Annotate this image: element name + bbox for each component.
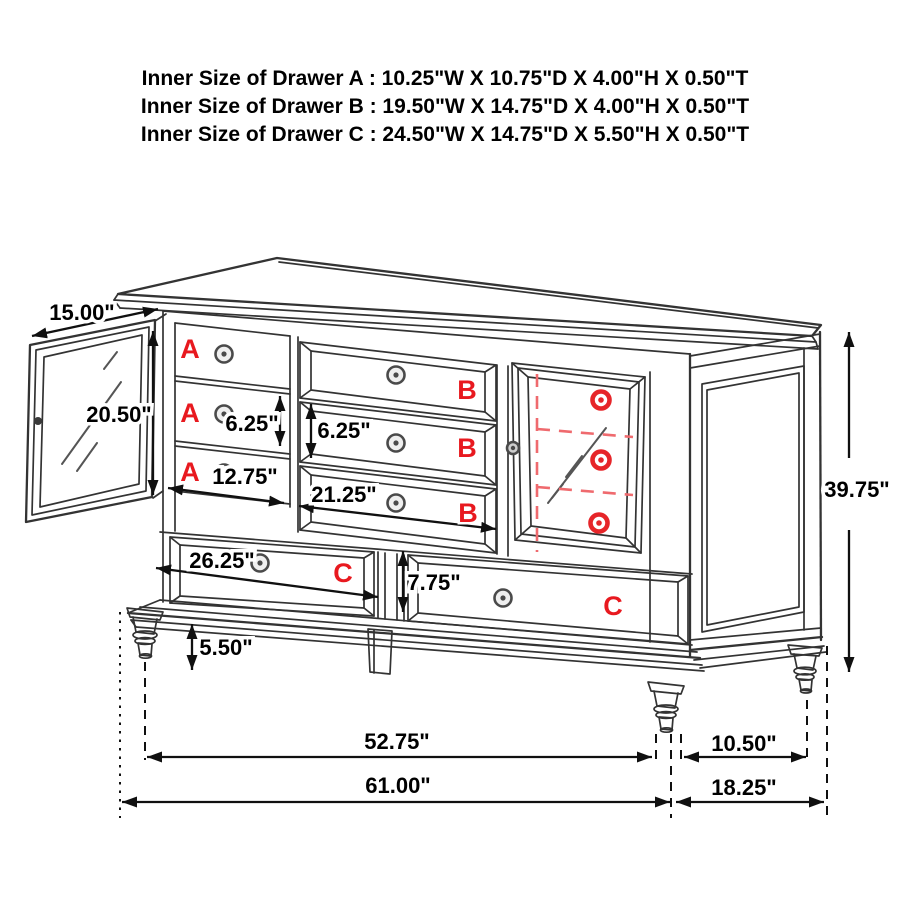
drawer-c-right-letter: C	[603, 591, 623, 621]
drawer-a-size-line: Inner Size of Drawer A : 10.25"W X 10.75"D X 4.00"H X 0.50"T	[141, 67, 749, 90]
dim-b-width-label: 21.25"	[311, 482, 377, 507]
hidden-drawer-divider	[537, 487, 633, 495]
dim-overall-width-label: 61.00"	[365, 773, 431, 798]
dim-b-height-label: 6.25"	[317, 418, 371, 443]
dim-door-height-label: 20.50"	[86, 402, 152, 427]
back-right-leg	[788, 645, 822, 693]
side-panel	[690, 332, 826, 668]
hidden-knob-1	[593, 392, 610, 409]
hidden-knob-2	[593, 452, 610, 469]
dim-side-leg-span-label: 10.50"	[711, 731, 777, 756]
dim-a-width-label: 12.75"	[212, 464, 278, 489]
dim-a-height-label: 6.25"	[225, 411, 279, 436]
dim-a-width-line	[168, 488, 284, 503]
knob-c-right	[495, 590, 512, 607]
front-right-leg	[648, 682, 684, 732]
knob-b2	[388, 435, 405, 452]
dim-c-height-label: 7.75"	[407, 570, 461, 595]
dim-front-leg-span-label: 52.75"	[364, 729, 430, 754]
closed-door-knob	[507, 442, 519, 454]
dresser-drawing	[26, 258, 826, 732]
drawer-b3-letter: B	[458, 498, 478, 528]
dim-overall-depth-label: 18.25"	[711, 775, 777, 800]
drawer-c-left-letter: C	[333, 558, 353, 588]
drawer-b1-letter: B	[457, 375, 477, 405]
knob-b1	[388, 367, 405, 384]
open-door-knob	[34, 417, 42, 425]
drawer-c-right	[408, 555, 688, 644]
dim-overall-height-label: 39.75"	[824, 477, 890, 502]
middle-leg	[368, 629, 392, 674]
drawer-a1-letter: A	[180, 334, 200, 364]
dim-door-width-label: 15.00"	[49, 300, 115, 325]
knob-b3	[388, 495, 405, 512]
glass-door-closed	[512, 363, 645, 553]
hidden-knob-3	[591, 515, 608, 532]
drawer-a2-letter: A	[180, 398, 200, 428]
drawer-b-size-line: Inner Size of Drawer B : 19.50"W X 14.75"D X 4.00"H X 0.50"T	[140, 95, 750, 118]
knob-a1	[216, 346, 233, 363]
dim-c-width-label: 26.25"	[189, 548, 255, 573]
dim-leg-height-label: 5.50"	[199, 635, 253, 660]
drawer-a3-letter: A	[180, 457, 200, 487]
hidden-drawer-markings	[537, 374, 633, 552]
hidden-drawer-knobs	[591, 392, 610, 532]
hidden-drawer-divider	[537, 429, 633, 437]
drawer-c-size-line: Inner Size of Drawer C : 24.50"W X 14.75"D X 5.50"H X 0.50"T	[140, 123, 750, 146]
drawer-b2-letter: B	[457, 433, 477, 463]
